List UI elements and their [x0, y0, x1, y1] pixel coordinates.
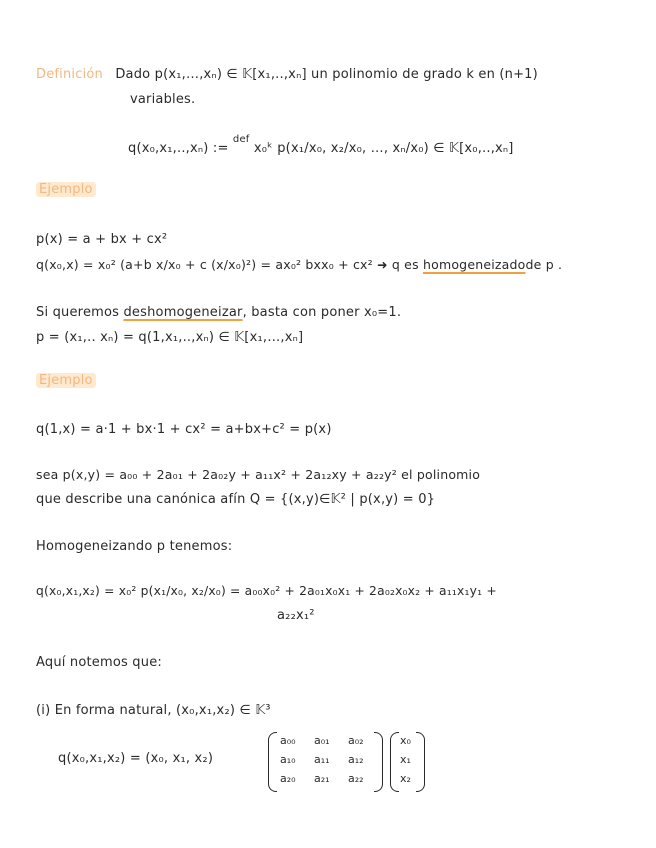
- example1-line-3: [36, 305, 401, 321]
- matrix-cell: a₀₀: [280, 734, 296, 747]
- example2-line-3: que describe una canónica afín Q = {(x,y)∈𝕂² | p(x,y) = 0}: [36, 492, 436, 507]
- example1-line-3-post: , basta con poner x₀=1.: [242, 305, 402, 320]
- matrix-cell: a₁₂: [348, 753, 364, 766]
- matrix-left-paren: [268, 732, 277, 792]
- example1-line-2-pre: q(x₀,x) = x₀² (a+b x/x₀ + c (x/x₀)²) = ax₀² bxx₀ + cx² ➜ q es: [36, 257, 419, 272]
- example2-line-5: q(x₀,x₁,x₂) = x₀² p(x₁/x₀, x₂/x₀) = a₀₀x₀² + 2a₀₁x₀x₁ + 2a₀₂x₀x₂ + a₁₁x₁y₁ +: [36, 584, 497, 598]
- formula-right: x₀ᵏ p(x₁/x₀, x₂/x₀, …, xₙ/x₀) ∈ 𝕂[x₀,..,xₙ]: [253, 141, 514, 156]
- matrix-cell: a₁₁: [314, 753, 330, 766]
- vector-right-paren: [416, 732, 425, 792]
- example1-line-2-post: de p .: [525, 257, 563, 272]
- def-mark: def: [232, 134, 250, 145]
- matrix-cell: a₂₂: [348, 772, 364, 785]
- example1-line-3-pre: Si queremos: [36, 305, 120, 320]
- deshomogeneizar-term: deshomogeneizar: [123, 305, 243, 320]
- example1-line-2: [36, 257, 562, 273]
- definition-line-2: variables.: [130, 92, 196, 107]
- matrix-cell: a₂₀: [280, 772, 296, 785]
- example2-line-1: q(1,x) = a·1 + bx·1 + cx² = a+bx+c² = p(x): [36, 422, 332, 437]
- matrix-lhs: q(x₀,x₁,x₂) = (x₀, x₁, x₂): [58, 751, 214, 766]
- definition-formula: [128, 134, 514, 158]
- matrix-cell: a₀₂: [348, 734, 364, 747]
- example-title-1: Ejemplo: [36, 182, 96, 197]
- example2-line-2: sea p(x,y) = a₀₀ + 2a₀₁ + 2a₀₂y + a₁₁x² + 2a₁₂xy + a₂₂y² el polinomio: [36, 467, 481, 482]
- matrix-cell: a₀₁: [314, 734, 330, 747]
- definition-text-1: Dado p(x₁,…,xₙ) ∈ 𝕂[x₁,..,xₙ] un polinomio de grado k en (n+1): [115, 67, 538, 82]
- example-title-2: Ejemplo: [36, 373, 96, 388]
- example2-line-4: Homogeneizando p tenemos:: [36, 539, 233, 554]
- example2-line-6: a₂₂x₁²: [277, 608, 315, 623]
- definition-label: Definición: [36, 67, 103, 82]
- vector-cell: x₂: [400, 772, 411, 785]
- vector-cell: x₁: [400, 753, 411, 766]
- vector-left-paren: [390, 732, 399, 792]
- coefficient-matrix: [268, 732, 428, 794]
- homogeneizado-term: homogeneizado: [422, 257, 526, 272]
- example-heading-1: [36, 182, 96, 198]
- example2-line-7: Aquí notemos que:: [36, 655, 162, 670]
- example1-line-1: p(x) = a + bx + cx²: [36, 232, 168, 247]
- example-heading-2: [36, 373, 96, 389]
- vector-cell: x₀: [400, 734, 411, 747]
- definition-line-1: [36, 67, 538, 83]
- matrix-right-paren: [374, 732, 383, 792]
- formula-left: q(x₀,x₁,..,xₙ) :=: [128, 141, 229, 156]
- example2-line-8: (i) En forma natural, (x₀,x₁,x₂) ∈ 𝕂³: [36, 703, 271, 718]
- example1-line-4: p = (x₁,.. xₙ) = q(1,x₁,..,xₙ) ∈ 𝕂[x₁,…,xₙ]: [36, 330, 304, 345]
- matrix-cell: a₂₁: [314, 772, 330, 785]
- matrix-cell: a₁₀: [280, 753, 296, 766]
